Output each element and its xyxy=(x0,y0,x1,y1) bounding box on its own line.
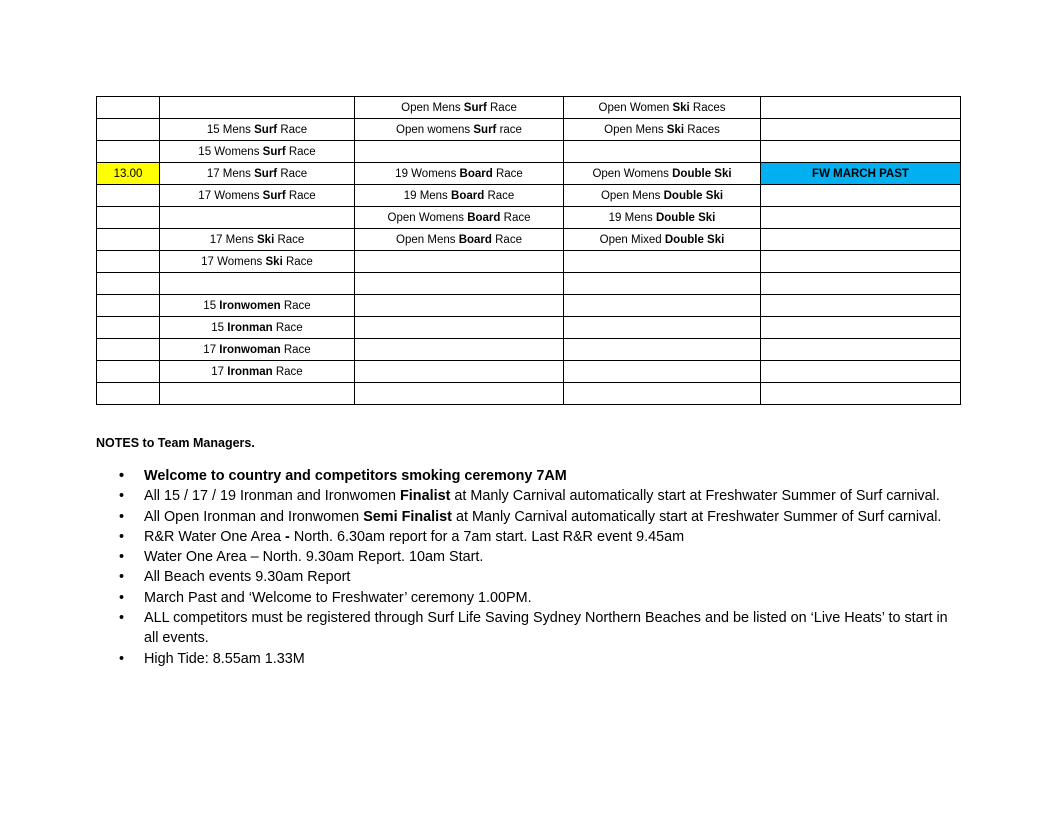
table-row xyxy=(97,229,961,251)
table-row xyxy=(97,295,961,317)
event-cell xyxy=(564,339,761,361)
list-item xyxy=(119,588,964,608)
note-text: High Tide: 8.55am 1.33M xyxy=(144,650,305,667)
bullet-icon: • xyxy=(119,549,125,566)
event-cell xyxy=(355,273,564,295)
bullet-icon: • xyxy=(119,508,125,525)
note-text: R&R Water One Area - North. 6.30am report for a 7am start. Last R&R event 9.45am xyxy=(144,528,685,545)
time-cell xyxy=(97,383,160,405)
event-cell: 17 Ironwoman Race xyxy=(160,339,355,361)
time-cell xyxy=(97,339,160,361)
event-cell xyxy=(564,295,761,317)
time-cell xyxy=(97,97,160,119)
event-cell xyxy=(160,97,355,119)
event-cell: Open Womens Double Ski xyxy=(564,163,761,185)
bullet-icon: • xyxy=(119,569,125,586)
emphasis-text: - xyxy=(285,528,290,545)
emphasis-text: Ski xyxy=(672,101,690,114)
emphasis-text: Surf xyxy=(254,123,278,136)
time-cell xyxy=(97,185,160,207)
emphasis-text: Board xyxy=(458,233,492,246)
event-cell xyxy=(160,273,355,295)
emphasis-text: Double Ski xyxy=(663,189,724,202)
event-cell xyxy=(355,383,564,405)
event-cell: Open Women Ski Races xyxy=(564,97,761,119)
emphasis-text: Surf xyxy=(262,145,286,158)
event-cell: Open Mens Surf Race xyxy=(355,97,564,119)
event-cell xyxy=(761,317,961,339)
bullet-icon: • xyxy=(119,528,125,545)
event-cell: Open Mens Double Ski xyxy=(564,185,761,207)
event-cell: 15 Ironwomen Race xyxy=(160,295,355,317)
emphasis-text: Ironman xyxy=(227,365,273,378)
note-text: All Beach events 9.30am Report xyxy=(144,569,351,586)
time-cell: 13.00 xyxy=(97,163,160,185)
time-cell xyxy=(97,251,160,273)
bullet-icon: • xyxy=(119,488,125,505)
list-item xyxy=(119,649,964,669)
emphasis-text: Ski xyxy=(265,255,283,268)
table-row xyxy=(97,339,961,361)
event-cell xyxy=(564,251,761,273)
time-cell xyxy=(97,361,160,383)
event-cell xyxy=(355,339,564,361)
event-cell xyxy=(355,361,564,383)
event-cell: 15 Womens Surf Race xyxy=(160,141,355,163)
event-cell xyxy=(160,383,355,405)
table-row xyxy=(97,141,961,163)
time-cell xyxy=(97,207,160,229)
event-cell xyxy=(564,273,761,295)
event-cell: Open womens Surf race xyxy=(355,119,564,141)
note-text: All 15 / 17 / 19 Ironman and Ironwomen Finalist at Manly Carnival automatically start at Freshwater Summer of Surf carnival. xyxy=(144,488,940,505)
table-row xyxy=(97,207,961,229)
emphasis-text: Board xyxy=(451,189,485,202)
table-row xyxy=(97,317,961,339)
table-row xyxy=(97,163,961,185)
event-cell: 17 Ironman Race xyxy=(160,361,355,383)
event-cell: Open Womens Board Race xyxy=(355,207,564,229)
event-cell xyxy=(761,119,961,141)
time-cell xyxy=(97,119,160,141)
emphasis-text: Surf xyxy=(473,123,497,136)
table-row xyxy=(97,119,961,141)
event-cell: Open Mixed Double Ski xyxy=(564,229,761,251)
event-cell: 15 Ironman Race xyxy=(160,317,355,339)
table-row xyxy=(97,383,961,405)
event-cell xyxy=(761,185,961,207)
event-cell xyxy=(761,251,961,273)
table-row xyxy=(97,361,961,383)
emphasis-text: Double Ski xyxy=(664,233,725,246)
time-cell xyxy=(97,295,160,317)
emphasis-text: Double Ski xyxy=(672,167,732,180)
list-item xyxy=(119,527,964,547)
emphasis-text: Ironwomen xyxy=(219,299,281,312)
bullet-icon: • xyxy=(119,468,125,484)
note-text: Welcome to country and competitors smoking ceremony 7AM xyxy=(144,468,567,484)
event-cell xyxy=(564,317,761,339)
list-item xyxy=(119,567,964,587)
bullet-icon: • xyxy=(119,650,125,667)
notes-title: NOTES to Team Managers. xyxy=(96,436,255,450)
event-cell xyxy=(564,383,761,405)
table-row xyxy=(97,251,961,273)
emphasis-text: Board xyxy=(459,167,493,180)
bullet-icon: • xyxy=(119,610,125,627)
event-cell xyxy=(761,229,961,251)
bullet-icon: • xyxy=(119,589,125,606)
emphasis-text: Semi Finalist xyxy=(363,508,452,525)
event-cell: 17 Womens Surf Race xyxy=(160,185,355,207)
event-cell xyxy=(355,141,564,163)
note-text: All Open Ironman and Ironwomen Semi Finalist at Manly Carnival automatically start at Freshwater Summer of Surf carnival. xyxy=(144,508,942,525)
event-cell xyxy=(761,339,961,361)
event-cell: Open Mens Board Race xyxy=(355,229,564,251)
emphasis-text: Ironman xyxy=(227,321,273,334)
list-item xyxy=(119,486,964,506)
time-cell xyxy=(97,229,160,251)
table-row xyxy=(97,185,961,207)
event-cell xyxy=(160,207,355,229)
event-cell: 19 Mens Double Ski xyxy=(564,207,761,229)
event-cell xyxy=(355,251,564,273)
event-cell xyxy=(761,207,961,229)
event-cell: FW MARCH PAST xyxy=(761,163,961,185)
emphasis-text: Surf xyxy=(463,101,487,114)
event-cell: 19 Mens Board Race xyxy=(355,185,564,207)
emphasis-text: Surf xyxy=(254,167,278,180)
emphasis-text: Board xyxy=(467,211,501,224)
emphasis-text: Ironwoman xyxy=(219,343,281,356)
event-cell: 15 Mens Surf Race xyxy=(160,119,355,141)
event-schedule-table xyxy=(96,96,961,405)
time-cell xyxy=(97,273,160,295)
list-item xyxy=(119,608,964,649)
table-row xyxy=(97,97,961,119)
event-cell xyxy=(761,141,961,163)
event-cell: 17 Mens Ski Race xyxy=(160,229,355,251)
list-item xyxy=(119,547,964,567)
event-cell xyxy=(761,97,961,119)
emphasis-text: Double Ski xyxy=(655,211,716,224)
event-cell xyxy=(355,317,564,339)
event-cell xyxy=(761,361,961,383)
table-row xyxy=(97,273,961,295)
event-cell xyxy=(355,295,564,317)
emphasis-text: Ski xyxy=(257,233,275,246)
note-text: Water One Area – North. 9.30am Report. 10am Start. xyxy=(144,549,484,566)
time-cell xyxy=(97,317,160,339)
event-cell xyxy=(564,361,761,383)
note-text: March Past and ‘Welcome to Freshwater’ ceremony 1.00PM. xyxy=(144,589,532,606)
emphasis-text: Surf xyxy=(262,189,286,202)
emphasis-text: Finalist xyxy=(399,488,451,505)
emphasis-text: Ski xyxy=(666,123,685,136)
event-cell xyxy=(564,141,761,163)
list-item xyxy=(119,507,964,527)
event-cell: 17 Womens Ski Race xyxy=(160,251,355,273)
list-item xyxy=(119,466,964,486)
time-cell xyxy=(97,141,160,163)
notes-list xyxy=(119,466,964,669)
event-cell xyxy=(761,295,961,317)
event-cell xyxy=(761,273,961,295)
event-cell: 19 Womens Board Race xyxy=(355,163,564,185)
event-cell: Open Mens Ski Races xyxy=(564,119,761,141)
note-text: ALL competitors must be registered through Surf Life Saving Sydney Northern Beaches and be listed on ‘Live Heats’ to start in all events. xyxy=(144,610,948,647)
event-cell xyxy=(761,383,961,405)
event-cell: 17 Mens Surf Race xyxy=(160,163,355,185)
